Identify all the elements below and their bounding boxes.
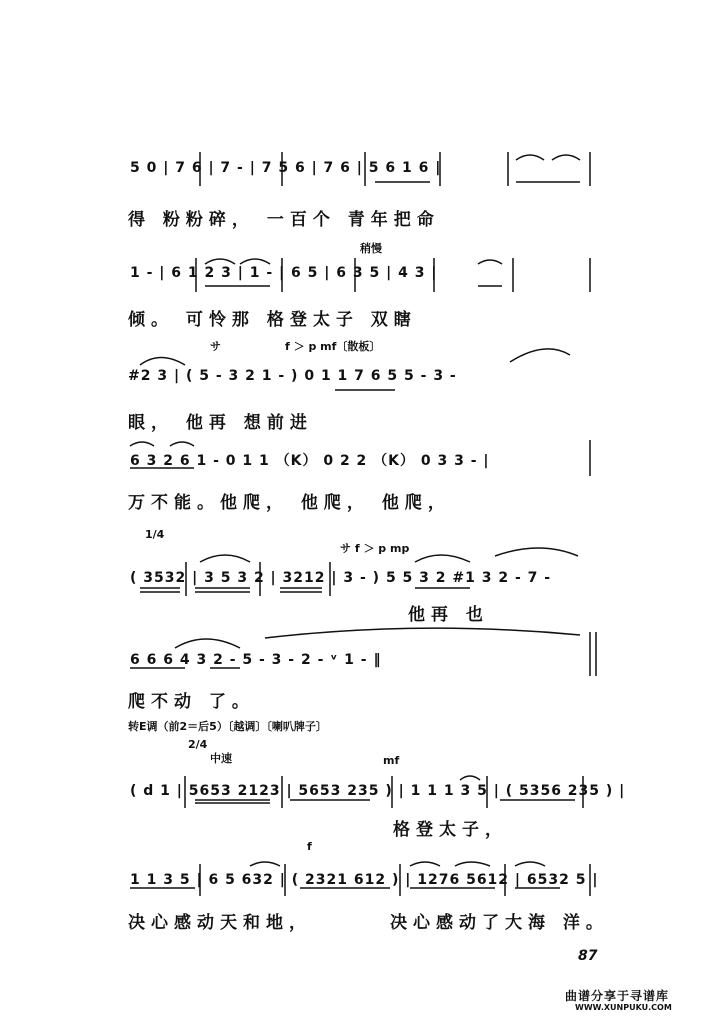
system-4-notes: 6 3 2 6 1 - 0 1 1 （K） 0 2 2 （K） 0 3 3 - | [130, 453, 490, 469]
system-8-lyrics-left: 决心感动天和地， [128, 913, 312, 933]
system-6-lyrics: 爬不动 了。 [128, 692, 255, 712]
system-5-lyrics: 他再 也 [408, 605, 489, 625]
system-5-notes: ( 3532 | 3 5 3 2 | 3212 | 3 - ) 5 5 3 2 #1 3 2 - 7 - [130, 570, 552, 586]
system-7-notes: ( d 1 | 5653 2123 | 5653 235 ) | 1 1 1 3 5 | ( 5356 235 ) | [130, 783, 626, 799]
system-4-lyrics: 万不能。他爬， 他爬， 他爬， [128, 493, 451, 513]
tempo-moderate: 中速 [210, 752, 232, 765]
watermark-url: WWW.XUNPUKU.COM [575, 1003, 672, 1012]
free-meter-mark: サ [210, 340, 221, 353]
key-change-mark: 转E调（前2＝后5）〔越调〕〔喇叭牌子〕 [128, 720, 327, 733]
system-7-lyrics: 格登太子， [393, 820, 508, 840]
system-8-dynamics: f [307, 840, 312, 853]
system-8-lyrics-right: 决心感动了大海 洋。 [390, 913, 609, 933]
system-8-notes: 1 1 3 5 | 6 5 632 | ( 2321 612 ) | 1276 5612 | 6532 5 | [130, 872, 599, 888]
system-7-dynamics: mf [383, 754, 400, 767]
system-6-notes: 6 6 6 4 3 2 - 5 - 3 - 2 - ᵛ 1 - ‖ [130, 652, 382, 668]
system-2-notes: 1 - | 6 1 2 3 | 1 - | 6 5 | 6 3 5 | 4 3 | [130, 265, 438, 281]
system-2-lyrics: 倾。 可怜那 格登太子 双瞎 [128, 310, 417, 330]
system-3-lyrics: 眼， 他再 想前进 [128, 413, 313, 433]
system-3-dynamics: f ＞ p mf〔散板〕 [285, 340, 381, 353]
meter-one-four: 1/4 [145, 528, 165, 541]
tempo-mark-slower: 稍慢 [360, 242, 382, 255]
page-number: 87 [578, 948, 598, 964]
meter-two-four: 2/4 [188, 738, 208, 751]
watermark-title: 曲谱分享于寻谱库 [565, 989, 670, 1003]
system-5-dynamics: サ f ＞ p mp [340, 542, 410, 555]
system-1-notes: 5 0 | 7 6 | 7 - | 7 5 6 | 7 6 | 5 6 1 6 | [130, 160, 442, 176]
system-3-notes: #2 3 | ( 5 - 3 2 1 - ) 0 1 1 7 6 5 5 - 3 - [128, 368, 457, 384]
system-1-lyrics: 得 粉粉碎， 一百个 青年把命 [128, 210, 440, 230]
